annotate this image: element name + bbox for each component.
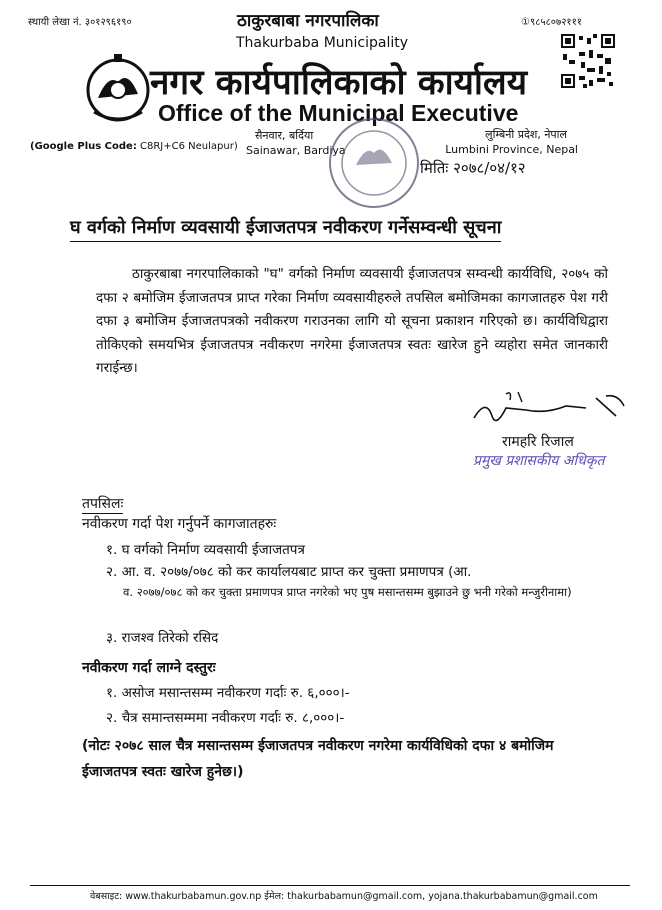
office-title-english: Office of the Municipal Executive xyxy=(158,100,519,126)
qr-code xyxy=(561,34,615,88)
footer-contact: वेबसाइट: www.thakurbabamun.gov.np ईमेल: thakurbabamun@gmail.com, yojana.thakurbabamun@gmail.com xyxy=(90,891,598,902)
province-nepali: लुम्बिनी प्रदेश, नेपाल xyxy=(485,128,567,141)
plus-code-value: C8RJ+C6 Neulapur) xyxy=(140,141,238,152)
list-item: ३. राजश्व तिरेको रसिद xyxy=(106,630,219,646)
footer-divider xyxy=(30,885,630,886)
municipality-name-nepali: ठाकुरबाबा नगरपालिका xyxy=(237,11,379,31)
signature xyxy=(466,388,636,432)
municipality-name-english: Thakurbaba Municipality xyxy=(236,35,409,51)
phone-number: ①९८५८०७२१११ xyxy=(521,17,582,28)
list-item-note: व. २०७७/०७८ को कर चुक्ता प्रमाणपत्र प्राप्त नगरेको भए पुष मसान्तसम्म बुझाउने छु भनी गरेको मन्जुरीनामा) xyxy=(123,585,572,599)
notice-body: ठाकुरबाबा नगरपालिकाको "घ" वर्गको निर्माण व्यवसायी ईजाजतपत्र सम्वन्धी कार्यविधि, २०७५ को दफा २ बमोजिम ईजाजतपत्र प्राप्त गरेका निर्माण व्यवसायीहरुले तपसिल बमोजिमका कागजातहरु पेश गरी दफा ३ बमोजिम ईजाजतपत्रको नवीकरण गराउनका लागि यो सूचना प्रकाशन गरिएको छ। कार्यविधिद्वारा तोकिएको समयभित्र ईजाजतपत्र नवीकरण नगरेमा ईजाजतपत्र स्वतः खारेज हुने व्यहोरा समेत जानकारी गराईन्छ। xyxy=(96,266,608,376)
fee-item: २. चैत्र समान्तसम्ममा नवीकरण गर्दाः रु. ८,०००।- xyxy=(106,710,345,726)
location-nepali: सैनवार, बर्दिया xyxy=(255,129,314,142)
details-heading: तपसिलः xyxy=(82,496,124,512)
location-english: Sainawar, Bardiya xyxy=(246,144,346,157)
signer-title: प्रमुख प्रशासकीय अधिकृत xyxy=(473,453,605,469)
notice-note: (नोटः २०७८ साल चैत्र मसान्तसम्म ईजाजतपत्र नवीकरण नगरेमा कार्यविधिको दफा ४ बमोजिम ईजाजतपत्र स्वतः खारेज हुनेछ।) xyxy=(82,738,554,780)
fees-heading: नवीकरण गर्दा लाग्ने दस्तुरः xyxy=(82,660,216,676)
registration-number: स्थायी लेखा नं. ३०१२९६१९० xyxy=(28,17,132,28)
list-item: १. घ वर्गको निर्माण व्यवसायी ईजाजतपत्र xyxy=(106,542,305,558)
google-plus-code xyxy=(30,141,238,152)
province-english: Lumbini Province, Nepal xyxy=(445,143,578,156)
fee-item: १. असोज मसान्तसम्म नवीकरण गर्दाः रु. ६,०००।- xyxy=(106,685,350,701)
office-stamp xyxy=(326,115,422,211)
plus-code-label: (Google Plus Code: xyxy=(30,141,137,152)
notice-title: घ वर्गको निर्माण व्यवसायी ईजाजतपत्र नवीकरण गर्नेसम्वन्धी सूचना xyxy=(70,215,501,242)
office-title-nepali: नगर कार्यपालिकाको कार्यालय xyxy=(150,63,528,103)
signer-name: रामहरि रिजाल xyxy=(502,434,574,450)
nepal-emblem-logo xyxy=(84,52,152,126)
notice-date: मितिः २०७८/०४/१२ xyxy=(420,159,526,177)
documents-heading: नवीकरण गर्दा पेश गर्नुपर्ने कागजातहरुः xyxy=(82,516,277,532)
list-item: २. आ. व. २०७७/०७८ को कर कार्यालयबाट प्राप्त कर चुक्ता प्रमाणपत्र (आ. xyxy=(106,564,472,580)
